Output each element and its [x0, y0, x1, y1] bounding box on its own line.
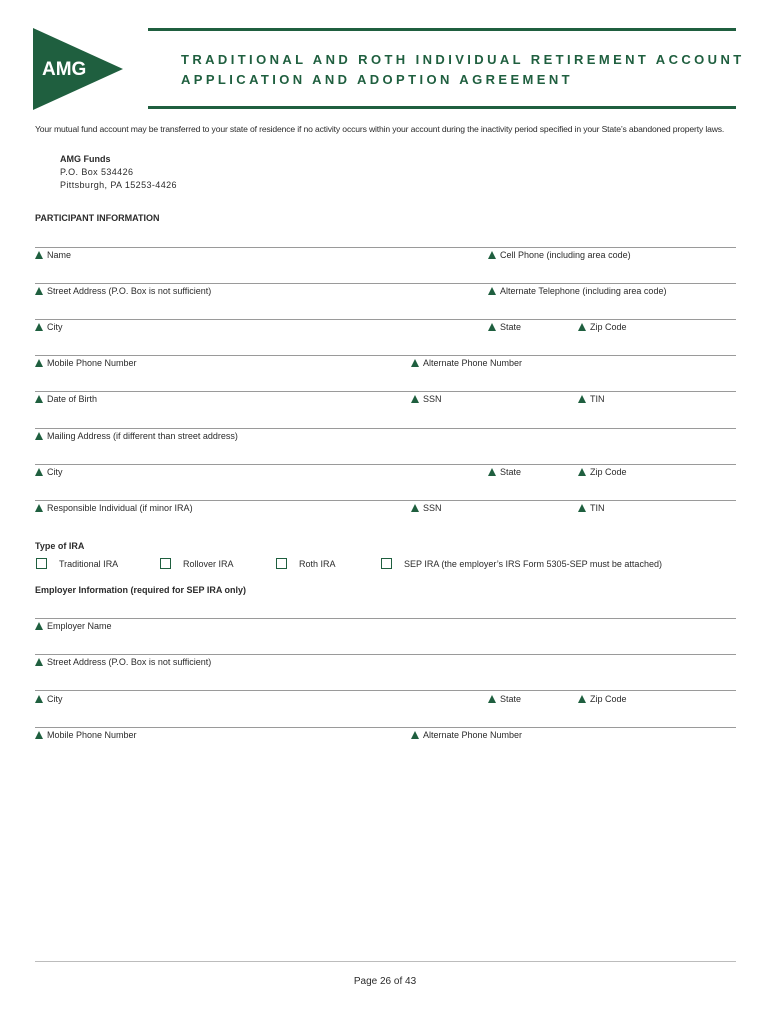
header-bottom-rule [148, 106, 736, 109]
triangle-icon [35, 323, 43, 331]
triangle-icon [35, 622, 43, 630]
triangle-icon [578, 323, 586, 331]
employer-alternate-phone-field[interactable]: Alternate Phone Number [411, 730, 522, 740]
roth-ira-checkbox[interactable]: Roth IRA [276, 558, 336, 569]
triangle-icon [578, 504, 586, 512]
footer-rule [35, 961, 736, 962]
checkbox-icon[interactable] [276, 558, 287, 569]
abandoned-property-notice: Your mutual fund account may be transferred to your state of residence if no activity occurs within your account during the inactivity period specified in your State’s abandoned property laws. [35, 124, 725, 134]
responsible-tin-field[interactable]: TIN [578, 503, 605, 513]
triangle-icon [35, 658, 43, 666]
mailing-address-city: Pittsburgh, PA 15253-4426 [60, 180, 177, 190]
mailing-address-name: AMG Funds [60, 154, 111, 164]
employer-state-field[interactable]: State [488, 694, 521, 704]
alternate-telephone-field[interactable]: Alternate Telephone (including area code) [488, 286, 666, 296]
triangle-icon [488, 287, 496, 295]
employer-heading: Employer Information (required for SEP IRA only) [35, 585, 247, 595]
mailing-city-row-rule[interactable] [35, 464, 736, 465]
triangle-icon [35, 251, 43, 259]
triangle-icon [488, 695, 496, 703]
responsible-row-rule[interactable] [35, 500, 736, 501]
mobile-phone-field[interactable]: Mobile Phone Number [35, 358, 137, 368]
triangle-icon [578, 468, 586, 476]
employer-mobile-phone-field[interactable]: Mobile Phone Number [35, 730, 137, 740]
employer-mobile-row-rule[interactable] [35, 727, 736, 728]
triangle-icon [35, 359, 43, 367]
mobile-row-rule[interactable] [35, 355, 736, 356]
triangle-icon [411, 359, 419, 367]
tin-field[interactable]: TIN [578, 394, 605, 404]
logo-text: AMG [42, 59, 87, 80]
street-address-field[interactable]: Street Address (P.O. Box is not sufficient) [35, 286, 211, 296]
triangle-icon [35, 695, 43, 703]
triangle-icon [35, 432, 43, 440]
triangle-icon [488, 251, 496, 259]
triangle-icon [578, 395, 586, 403]
page-number: Page 26 of 43 [353, 976, 417, 987]
triangle-icon [35, 731, 43, 739]
traditional-ira-checkbox[interactable]: Traditional IRA [36, 558, 118, 569]
responsible-ssn-field[interactable]: SSN [411, 503, 442, 513]
city-row-rule[interactable] [35, 319, 736, 320]
employer-street-address-field[interactable]: Street Address (P.O. Box is not sufficient) [35, 657, 211, 667]
sep-ira-checkbox[interactable]: SEP IRA (the employer’s IRS Form 5305-SEP must be attached) [381, 558, 662, 569]
employer-city-field[interactable]: City [35, 694, 63, 704]
page-title-line-2: APPLICATION AND ADOPTION AGREEMENT [181, 72, 573, 87]
zip-code-field[interactable]: Zip Code [578, 322, 627, 332]
dob-row-rule[interactable] [35, 391, 736, 392]
triangle-icon [411, 731, 419, 739]
employer-name-row-rule[interactable] [35, 618, 736, 619]
employer-city-row-rule[interactable] [35, 690, 736, 691]
employer-street-row-rule[interactable] [35, 654, 736, 655]
header-top-rule [148, 28, 736, 31]
triangle-icon [35, 287, 43, 295]
rollover-ira-checkbox[interactable]: Rollover IRA [160, 558, 234, 569]
mailing-address-field[interactable]: Mailing Address (if different than street address) [35, 431, 238, 441]
triangle-icon [488, 468, 496, 476]
triangle-icon [35, 504, 43, 512]
amg-logo [33, 28, 123, 110]
city-field[interactable]: City [35, 322, 63, 332]
checkbox-icon[interactable] [36, 558, 47, 569]
ira-type-heading: Type of IRA [35, 541, 85, 551]
name-field[interactable]: Name [35, 250, 71, 260]
triangle-icon [578, 695, 586, 703]
triangle-icon [35, 468, 43, 476]
street-row-rule[interactable] [35, 283, 736, 284]
mailing-row-rule[interactable] [35, 428, 736, 429]
triangle-icon [411, 504, 419, 512]
participant-heading: PARTICIPANT INFORMATION [35, 213, 160, 223]
alternate-phone-field[interactable]: Alternate Phone Number [411, 358, 522, 368]
triangle-icon [35, 395, 43, 403]
checkbox-icon[interactable] [160, 558, 171, 569]
responsible-individual-field[interactable]: Responsible Individual (if minor IRA) [35, 503, 193, 513]
mailing-city-field[interactable]: City [35, 467, 63, 477]
cell-phone-field[interactable]: Cell Phone (including area code) [488, 250, 631, 260]
date-of-birth-field[interactable]: Date of Birth [35, 394, 97, 404]
name-row-rule[interactable] [35, 247, 736, 248]
employer-name-field[interactable]: Employer Name [35, 621, 112, 631]
state-field[interactable]: State [488, 322, 521, 332]
triangle-icon [488, 323, 496, 331]
ssn-field[interactable]: SSN [411, 394, 442, 404]
employer-zip-code-field[interactable]: Zip Code [578, 694, 627, 704]
mailing-address-box: P.O. Box 534426 [60, 167, 134, 177]
mailing-zip-code-field[interactable]: Zip Code [578, 467, 627, 477]
triangle-icon [411, 395, 419, 403]
page-title-line-1: TRADITIONAL AND ROTH INDIVIDUAL RETIREMENT ACCOUNT [181, 52, 745, 67]
checkbox-icon[interactable] [381, 558, 392, 569]
mailing-state-field[interactable]: State [488, 467, 521, 477]
